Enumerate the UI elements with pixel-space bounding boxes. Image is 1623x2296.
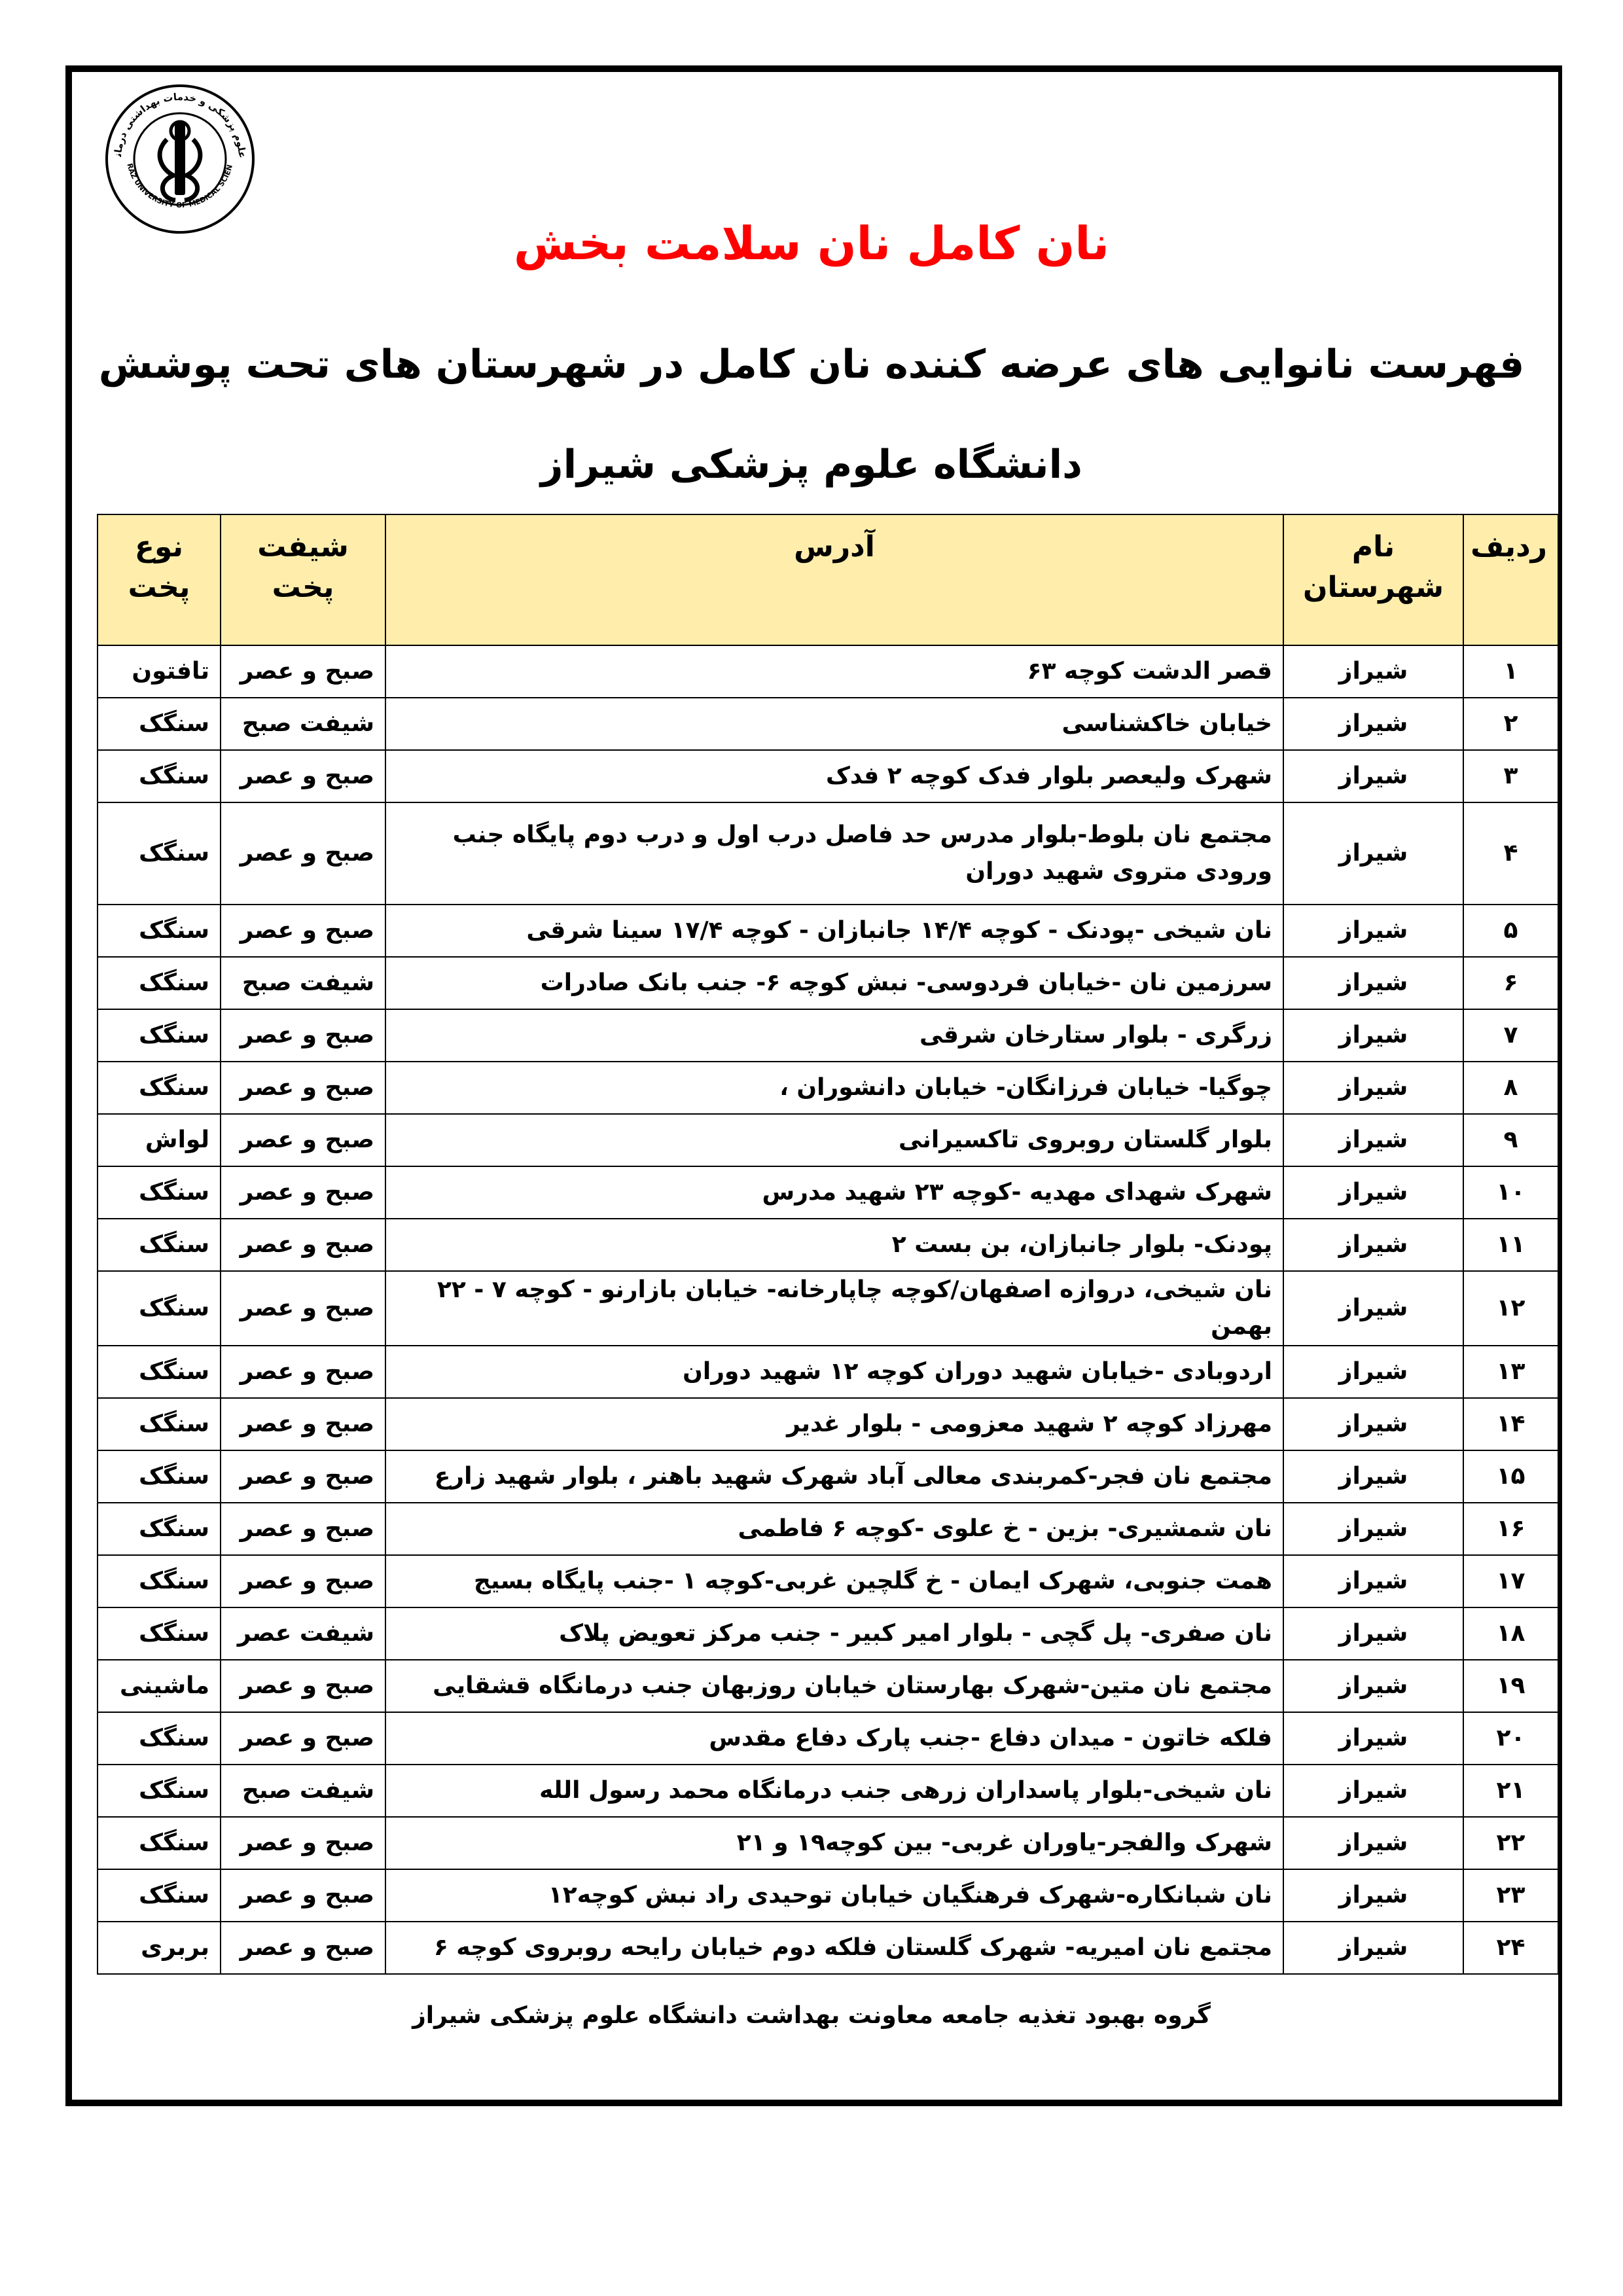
row-number: ۱ bbox=[1463, 645, 1558, 698]
row-type: سنگک bbox=[98, 1765, 221, 1817]
row-address: سرزمین نان -خیابان فردوسی- نبش کوچه ۶- جنب بانک صادرات bbox=[385, 957, 1283, 1009]
row-number: ۱۷ bbox=[1463, 1555, 1558, 1607]
table-row bbox=[98, 1922, 1558, 1974]
row-city: شیراز bbox=[1283, 1219, 1463, 1271]
row-shift: صبح و عصر bbox=[221, 1271, 385, 1346]
column-header-type: نوع پخت bbox=[98, 514, 221, 645]
row-shift: صبح و عصر bbox=[221, 645, 385, 698]
table-row bbox=[98, 1114, 1558, 1166]
row-number: ۳ bbox=[1463, 750, 1558, 802]
row-address: پودنک- بلوار جانبازان، بن بست ۲ bbox=[385, 1219, 1283, 1271]
row-city: شیراز bbox=[1283, 750, 1463, 802]
table-row bbox=[98, 1398, 1558, 1450]
row-number: ۹ bbox=[1463, 1114, 1558, 1166]
row-address: اردوبادی -خیابان شهید دوران کوچه ۱۲ شهید دوران bbox=[385, 1346, 1283, 1398]
row-number: ۱۵ bbox=[1463, 1450, 1558, 1503]
logo-ring-text-top: علوم پزشکی و خدمات بهداشتی درمان bbox=[112, 90, 249, 159]
row-city: شیراز bbox=[1283, 1712, 1463, 1765]
row-number: ۵ bbox=[1463, 905, 1558, 957]
row-address: شهرک ولیعصر بلوار فدک کوچه ۲ فدک bbox=[385, 750, 1283, 802]
row-address: نان شیخی-بلوار پاسداران زرهی جنب درمانگاه محمد رسول الله bbox=[385, 1765, 1283, 1817]
row-city: شیراز bbox=[1283, 1555, 1463, 1607]
row-address: مجتمع نان فجر-کمربندی معالی آباد شهرک شهید باهنر ، بلوار شهید زارع bbox=[385, 1450, 1283, 1503]
logo-ring-text-bottom: RAZ UNIVERSITY OF MEDICAL SCIEN bbox=[125, 162, 235, 210]
row-number: ۶ bbox=[1463, 957, 1558, 1009]
row-shift: شیفت صبح bbox=[221, 957, 385, 1009]
row-shift: صبح و عصر bbox=[221, 802, 385, 905]
table-row bbox=[98, 1765, 1558, 1817]
row-city: شیراز bbox=[1283, 1166, 1463, 1219]
row-shift: شیفت صبح bbox=[221, 1765, 385, 1817]
table-row bbox=[98, 1062, 1558, 1114]
row-city: شیراز bbox=[1283, 1114, 1463, 1166]
table-row bbox=[98, 645, 1558, 698]
row-type: لواش bbox=[98, 1114, 221, 1166]
row-address: نان شیخی -پودنک - کوچه ۱۴/۴ جانبازان - کوچه ۱۷/۴ سینا شرقی bbox=[385, 905, 1283, 957]
row-city: شیراز bbox=[1283, 1660, 1463, 1712]
row-city: شیراز bbox=[1283, 905, 1463, 957]
table-row bbox=[98, 905, 1558, 957]
row-number: ۸ bbox=[1463, 1062, 1558, 1114]
row-shift: صبح و عصر bbox=[221, 1398, 385, 1450]
row-address: نان شیخی، دروازه اصفهان/کوچه چاپارخانه- خیابان بازارنو - کوچه ۷ - ۲۲ بهمن bbox=[385, 1271, 1283, 1346]
row-type: سنگک bbox=[98, 1219, 221, 1271]
row-shift: صبح و عصر bbox=[221, 1869, 385, 1922]
row-number: ۲۳ bbox=[1463, 1869, 1558, 1922]
table-row bbox=[98, 1271, 1558, 1346]
table-row bbox=[98, 957, 1558, 1009]
row-type: سنگک bbox=[98, 802, 221, 905]
row-address: همت جنوبی، شهرک ایمان - خ گلچین غربی-کوچه ۱ -جنب پایگاه بسیج bbox=[385, 1555, 1283, 1607]
row-address: مجتمع نان متین-شهرک بهارستان خیابان روزبهان جنب درمانگاه قشقایی bbox=[385, 1660, 1283, 1712]
row-type: تافتون bbox=[98, 645, 221, 698]
row-address: نان شمشیری- بزین - خ علوی -کوچه ۶ فاطمی bbox=[385, 1503, 1283, 1555]
row-number: ۱۴ bbox=[1463, 1398, 1558, 1450]
row-shift: شیفت عصر bbox=[221, 1607, 385, 1660]
column-header-shift: شیفت پخت bbox=[221, 514, 385, 645]
row-number: ۱۰ bbox=[1463, 1166, 1558, 1219]
row-city: شیراز bbox=[1283, 1817, 1463, 1869]
row-shift: صبح و عصر bbox=[221, 1817, 385, 1869]
bakery-table bbox=[97, 514, 1559, 1975]
row-address: مجتمع نان بلوط-بلوار مدرس حد فاصل درب اول و درب دوم پایگاه جنب ورودی متروی شهید دوران bbox=[385, 802, 1283, 905]
row-shift: صبح و عصر bbox=[221, 905, 385, 957]
row-type: سنگک bbox=[98, 1869, 221, 1922]
row-type: سنگک bbox=[98, 1607, 221, 1660]
row-city: شیراز bbox=[1283, 1503, 1463, 1555]
row-shift: صبح و عصر bbox=[221, 750, 385, 802]
row-city: شیراز bbox=[1283, 1922, 1463, 1974]
row-city: شیراز bbox=[1283, 1765, 1463, 1817]
row-type: سنگک bbox=[98, 1166, 221, 1219]
row-city: شیراز bbox=[1283, 1869, 1463, 1922]
row-number: ۴ bbox=[1463, 802, 1558, 905]
row-type: بربری bbox=[98, 1922, 221, 1974]
row-address: مجتمع نان امیریه- شهرک گلستان فلکه دوم خیابان رایحه روبروی کوچه ۶ bbox=[385, 1922, 1283, 1974]
row-shift: صبح و عصر bbox=[221, 1219, 385, 1271]
table-row bbox=[98, 1817, 1558, 1869]
table-row bbox=[98, 1450, 1558, 1503]
row-type: سنگک bbox=[98, 1009, 221, 1062]
row-city: شیراز bbox=[1283, 645, 1463, 698]
column-header-city: نام شهرستان bbox=[1283, 514, 1463, 645]
row-city: شیراز bbox=[1283, 1398, 1463, 1450]
row-shift: صبح و عصر bbox=[221, 1346, 385, 1398]
row-address: مهرزاد کوچه ۲ شهید معزومی - بلوار غدیر bbox=[385, 1398, 1283, 1450]
row-city: شیراز bbox=[1283, 1450, 1463, 1503]
row-type: سنگک bbox=[98, 698, 221, 750]
row-number: ۲۱ bbox=[1463, 1765, 1558, 1817]
table-row bbox=[98, 1660, 1558, 1712]
row-shift: صبح و عصر bbox=[221, 1555, 385, 1607]
row-number: ۷ bbox=[1463, 1009, 1558, 1062]
row-city: شیراز bbox=[1283, 802, 1463, 905]
page-subtitle-line1: فهرست نانوایی های عرضه کننده نان کامل در شهرستان های تحت پوشش bbox=[98, 342, 1525, 387]
row-city: شیراز bbox=[1283, 1271, 1463, 1346]
row-address: نان صفری- پل گچی - بلوار امیر کبیر - جنب مرکز تعویض پلاک bbox=[385, 1607, 1283, 1660]
row-address: خیابان خاکشناسی bbox=[385, 698, 1283, 750]
row-type: سنگک bbox=[98, 1712, 221, 1765]
row-address: نان شبانکاره-شهرک فرهنگیان خیابان توحیدی راد نبش کوچه۱۲ bbox=[385, 1869, 1283, 1922]
table-row bbox=[98, 1009, 1558, 1062]
row-number: ۲۲ bbox=[1463, 1817, 1558, 1869]
row-shift: صبح و عصر bbox=[221, 1503, 385, 1555]
row-address: زرگری - بلوار ستارخان شرقی bbox=[385, 1009, 1283, 1062]
table-row bbox=[98, 1346, 1558, 1398]
row-shift: صبح و عصر bbox=[221, 1009, 385, 1062]
row-shift: صبح و عصر bbox=[221, 1166, 385, 1219]
page-title: نان کامل نان سلامت بخش bbox=[513, 217, 1110, 270]
table-row bbox=[98, 1503, 1558, 1555]
row-number: ۱۳ bbox=[1463, 1346, 1558, 1398]
row-number: ۲۴ bbox=[1463, 1922, 1558, 1974]
row-type: سنگک bbox=[98, 750, 221, 802]
row-address: فلکه خاتون - میدان دفاع -جنب پارک دفاع مقدس bbox=[385, 1712, 1283, 1765]
row-type: سنگک bbox=[98, 1555, 221, 1607]
row-shift: صبح و عصر bbox=[221, 1062, 385, 1114]
table-header-row bbox=[98, 514, 1558, 645]
row-address: قصر الدشت کوچه ۶۳ bbox=[385, 645, 1283, 698]
row-shift: صبح و عصر bbox=[221, 1660, 385, 1712]
table-row bbox=[98, 1607, 1558, 1660]
row-number: ۲ bbox=[1463, 698, 1558, 750]
table-row bbox=[98, 1219, 1558, 1271]
row-city: شیراز bbox=[1283, 1062, 1463, 1114]
table-row bbox=[98, 1712, 1558, 1765]
row-address: چوگیا- خیابان فرزانگان- خیابان دانشوران ، bbox=[385, 1062, 1283, 1114]
row-address: شهرک شهدای مهدیه -کوچه ۲۳ شهید مدرس bbox=[385, 1166, 1283, 1219]
row-shift: صبح و عصر bbox=[221, 1450, 385, 1503]
row-type: سنگک bbox=[98, 957, 221, 1009]
table-row bbox=[98, 698, 1558, 750]
row-address: شهرک والفجر-یاوران غربی- بین کوچه۱۹ و ۲۱ bbox=[385, 1817, 1283, 1869]
row-type: سنگک bbox=[98, 1062, 221, 1114]
row-type: سنگک bbox=[98, 1271, 221, 1346]
row-shift: صبح و عصر bbox=[221, 1712, 385, 1765]
row-type: سنگک bbox=[98, 1450, 221, 1503]
row-city: شیراز bbox=[1283, 1607, 1463, 1660]
row-city: شیراز bbox=[1283, 957, 1463, 1009]
table-row bbox=[98, 1555, 1558, 1607]
row-type: سنگک bbox=[98, 1398, 221, 1450]
page-footer: گروه بهبود تغذیه جامعه معاونت بهداشت دانشگاه علوم پزشکی شیراز bbox=[412, 2002, 1211, 2029]
row-type: سنگک bbox=[98, 1817, 221, 1869]
table-row bbox=[98, 750, 1558, 802]
column-header-num: ردیف bbox=[1463, 514, 1558, 645]
row-type: ماشینی bbox=[98, 1660, 221, 1712]
row-number: ۱۱ bbox=[1463, 1219, 1558, 1271]
row-city: شیراز bbox=[1283, 1009, 1463, 1062]
row-number: ۱۲ bbox=[1463, 1271, 1558, 1346]
table-row bbox=[98, 1166, 1558, 1219]
row-type: سنگک bbox=[98, 1503, 221, 1555]
table-row bbox=[98, 1869, 1558, 1922]
row-type: سنگک bbox=[98, 905, 221, 957]
table-row bbox=[98, 802, 1558, 905]
row-shift: شیفت صبح bbox=[221, 698, 385, 750]
page-subtitle-line2: دانشگاه علوم پزشکی شیراز bbox=[541, 442, 1082, 488]
row-city: شیراز bbox=[1283, 1346, 1463, 1398]
row-number: ۱۸ bbox=[1463, 1607, 1558, 1660]
row-shift: صبح و عصر bbox=[221, 1922, 385, 1974]
row-number: ۲۰ bbox=[1463, 1712, 1558, 1765]
row-number: ۱۹ bbox=[1463, 1660, 1558, 1712]
row-type: سنگک bbox=[98, 1346, 221, 1398]
column-header-address: آدرس bbox=[385, 514, 1283, 645]
row-shift: صبح و عصر bbox=[221, 1114, 385, 1166]
row-city: شیراز bbox=[1283, 698, 1463, 750]
row-address: بلوار گلستان روبروی تاکسیرانی bbox=[385, 1114, 1283, 1166]
row-number: ۱۶ bbox=[1463, 1503, 1558, 1555]
